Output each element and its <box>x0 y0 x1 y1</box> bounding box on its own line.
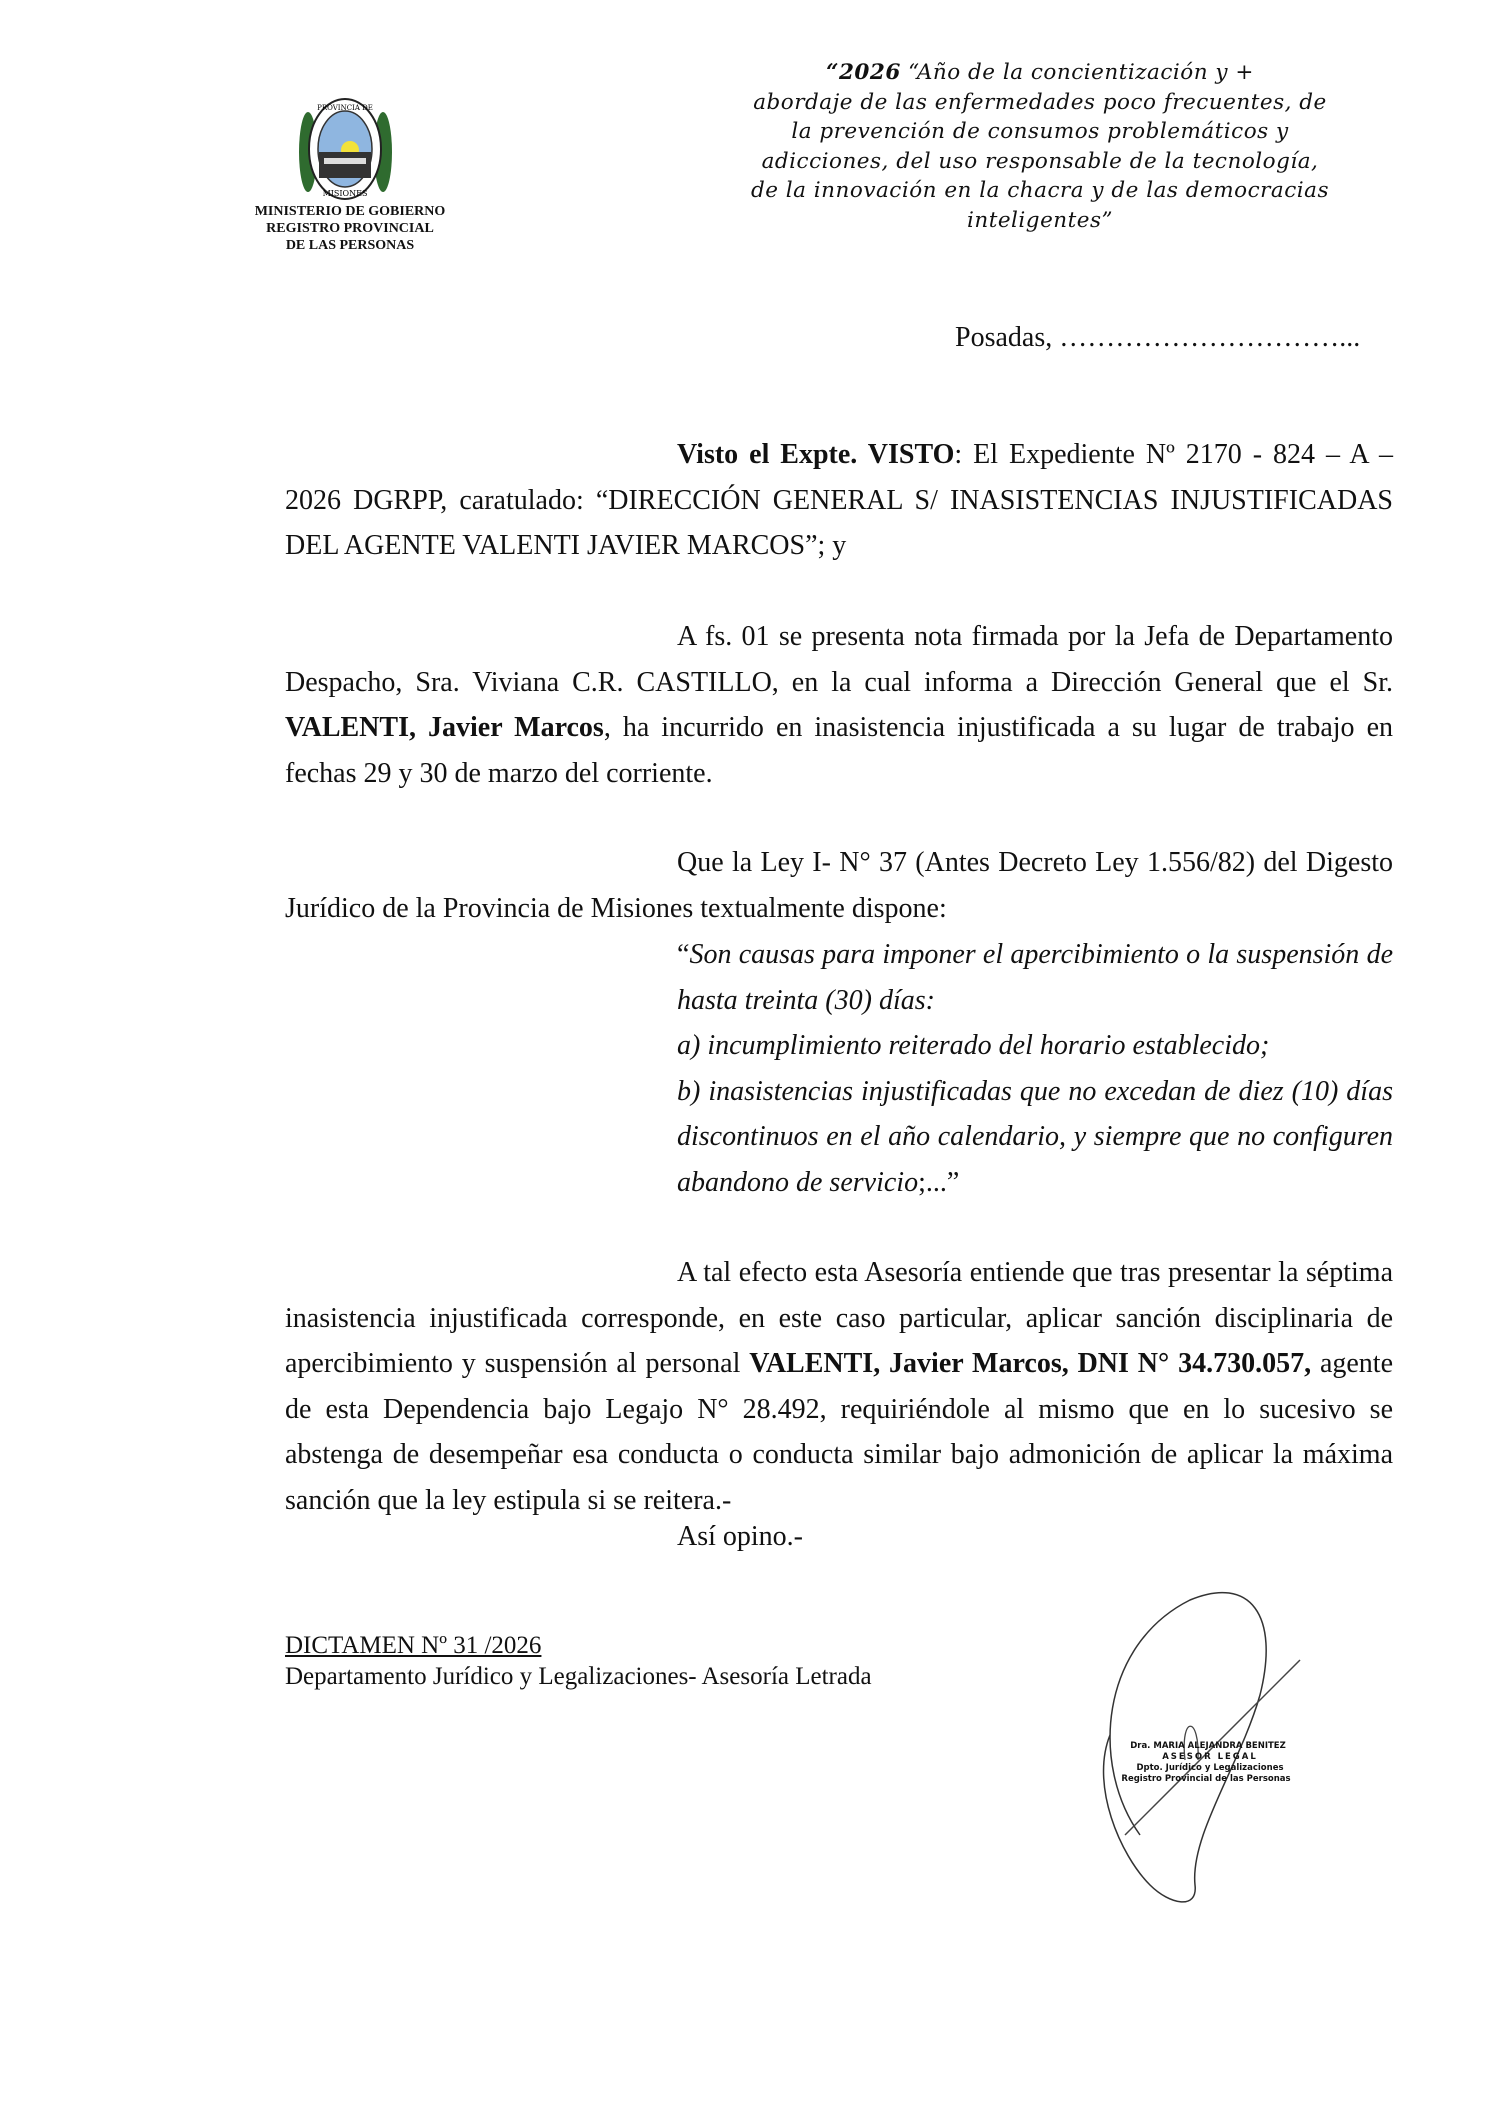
dictamen-number: DICTAMEN Nº 31 /2026 <box>285 1632 542 1659</box>
dictamen-block <box>285 1630 872 1692</box>
motto-line: la prevención de consumos problemáticos y <box>791 119 1289 144</box>
motto-line: abordaje de las enfermedades poco frecuentes, de <box>753 89 1327 115</box>
ministry-line: REGISTRO PROVINCIAL <box>266 221 434 236</box>
text: A fs. 01 se presenta nota firmada por la Jefa de Departamento Despacho, Sra. Viviana C.R. CASTILLO, en la cual informa a Dirección General que el Sr. <box>285 621 1393 698</box>
law-text: Que la Ley I- N° 37 (Antes Decreto Ley 1.556/82) del Digesto Jurídico de la Provincia de Misiones textualmente dispone: <box>285 847 1393 924</box>
law-paragraph <box>285 840 1393 931</box>
motto-line: “Año de la concientización y + <box>908 60 1254 85</box>
text: , ha incurrido en inasistencia injustificada a su lugar de trabajo en fechas 29 y 30 de marzo del corriente. <box>285 712 1394 789</box>
signature-stamp <box>1080 1585 1340 1915</box>
motto-line: inteligentes” <box>966 207 1114 233</box>
quote-close: ;...” <box>918 1166 960 1198</box>
quote-item-a: a) incumplimiento reiterado del horario establecido; <box>677 1030 1270 1061</box>
stamp-line: Dra. MARIA ALEJANDRA BENITEZ <box>1130 1741 1286 1751</box>
svg-text:PROVINCIA DE: PROVINCIA DE <box>317 104 373 112</box>
agent-name: VALENTI, Javier Marcos <box>285 712 604 743</box>
stamp-line: Dpto. Jurídico y Legalizaciones <box>1136 1763 1284 1773</box>
motto-line: adicciones, del uso responsable de la tecnología, <box>761 148 1319 174</box>
dictamen-office: Departamento Jurídico y Legalizaciones- Asesoría Letrada <box>285 1663 872 1690</box>
visto-lead: Visto el Expte. VISTO <box>677 439 955 470</box>
text: agente de esta Dependencia bajo Legajo N° 28.492, requiriéndole al mismo que en lo sucesivo se abstenga de desempeñar esa conducta o conducta similar bajo admonición de aplicar la máxima sanción que la ley estipula si se reitera.- <box>285 1348 1394 1516</box>
quote-item-b: b) inasistencias injustificadas que no excedan de diez (10) días discontinuos en el año calendario, y siempre que no configuren abandono de servicio <box>677 1075 1393 1198</box>
visto-paragraph <box>285 432 1393 569</box>
ministry-line: DE LAS PERSONAS <box>285 238 415 253</box>
opinion-paragraph <box>285 1250 1393 1523</box>
closing: Así opino.- <box>677 1521 803 1552</box>
quote-open: “ <box>677 939 690 970</box>
svg-text:MISIONES: MISIONES <box>322 189 368 198</box>
motto-line: de la innovación en la chacra y de las democracias <box>750 178 1330 203</box>
law-quote <box>677 932 1393 1205</box>
ministry-heading <box>250 203 450 254</box>
province-coat-of-arms-logo <box>288 92 403 207</box>
place-date: Posadas, …………………………... <box>955 322 1361 353</box>
motto-year: “2026 <box>826 60 901 85</box>
visto-text: : El Expediente Nº 2170 - 824 – A – 2026 DGRPP, caratulado: “DIRECCIÓN GENERAL S/ INASISTENCIAS INJUSTIFICADAS DEL AGENTE VALENTI JAVIER MARCOS”; y <box>285 439 1393 561</box>
year-motto <box>660 58 1420 235</box>
ministry-line: MINISTERIO DE GOBIERNO <box>254 204 446 219</box>
stamp-line: Registro Provincial de las Personas <box>1121 1774 1291 1784</box>
report-paragraph <box>285 614 1393 796</box>
agent-identification: VALENTI, Javier Marcos, DNI N° 34.730.057, <box>749 1348 1312 1379</box>
quote-intro: Son causas para imponer el apercibimiento o la suspensión de hasta treinta (30) días: <box>677 939 1393 1016</box>
text: A tal efecto esta Asesoría entiende que tras presentar la séptima inasistencia injustificada corresponde, en este caso particular, aplicar sanción disciplinaria de apercibimiento y suspensión al personal <box>285 1257 1393 1379</box>
stamp-line: ASESOR LEGAL <box>1162 1752 1258 1762</box>
